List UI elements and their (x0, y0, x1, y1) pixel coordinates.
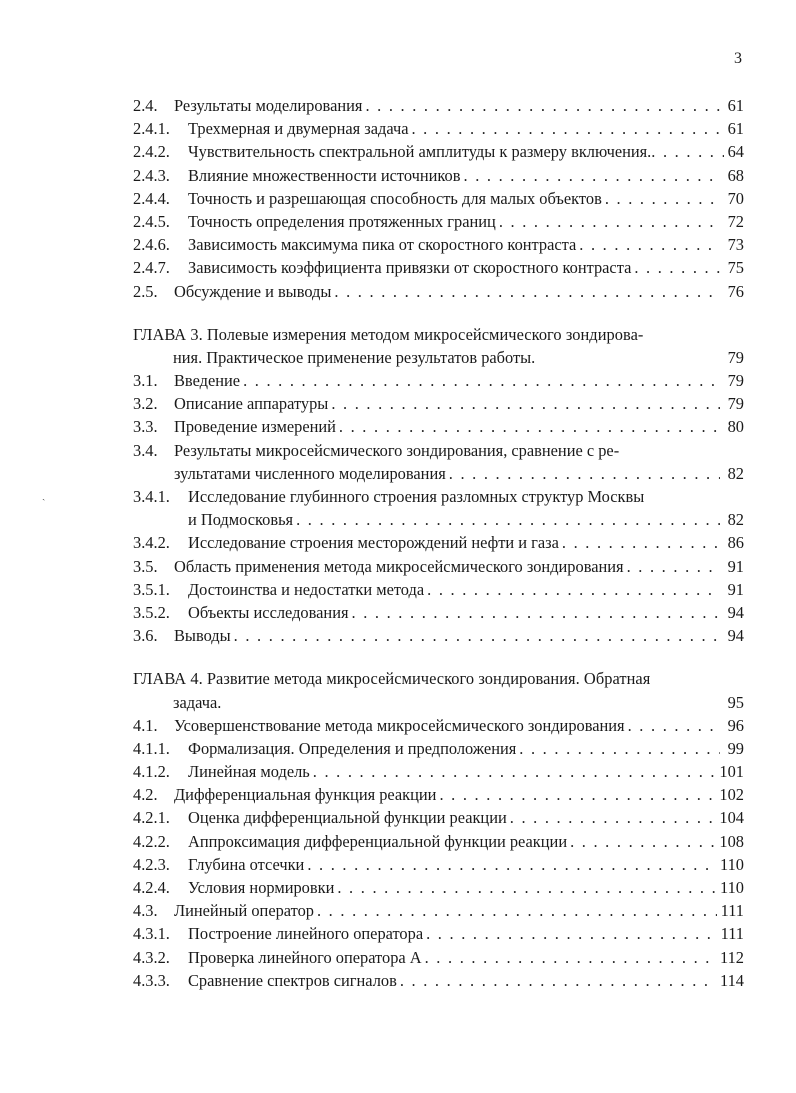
toc-entry-3-4[interactable] (133, 441, 744, 464)
toc-title: Исследование глубинного строения разломных структур Москвы (188, 487, 645, 506)
toc-title: Исследование строения месторождений нефти и газа (188, 533, 559, 553)
toc-title: Результаты моделирования (174, 96, 363, 115)
dot-leader (439, 785, 715, 805)
dot-leader (449, 464, 720, 484)
toc-entry-4-2-2[interactable] (133, 832, 744, 855)
dot-leader (627, 557, 720, 577)
toc-number: 3.4.1. (133, 487, 170, 506)
toc-entry-3-4-2[interactable] (133, 533, 744, 556)
toc-title: Усовершенствование метода микросейсмического зондирования (174, 715, 625, 735)
toc-number: 3.3. (133, 417, 158, 437)
dot-leader (628, 716, 720, 736)
toc-number: 4.3.3. (133, 970, 170, 990)
toc-entry-4-3-2[interactable] (133, 948, 744, 971)
toc-title: Проверка линейного оператора A (188, 947, 422, 967)
toc-page: 111 (720, 924, 744, 944)
toc-number: 3.1. (133, 371, 158, 391)
toc-number: 3.5. (133, 556, 158, 576)
toc-page: 82 (727, 510, 744, 530)
dot-leader (605, 189, 720, 209)
toc-page: 79 (727, 347, 744, 367)
toc-number: 4.2.3. (133, 854, 170, 874)
toc-number: 3.2. (133, 394, 158, 414)
toc-entry-2-4-2[interactable] (133, 142, 744, 165)
toc-page: 68 (727, 165, 744, 185)
toc-entry-2-5[interactable] (133, 282, 744, 305)
toc-entry-3-4-1-cont[interactable] (133, 510, 744, 533)
toc-entry-4-2[interactable] (133, 785, 744, 808)
toc-number: 4.1.1. (133, 738, 170, 758)
toc-page: 94 (727, 602, 744, 622)
toc-title: Введение (174, 371, 241, 391)
toc-number: 4.3.2. (133, 947, 170, 967)
toc-title: Влияние множественности источников (188, 165, 461, 185)
toc-page: 75 (727, 258, 744, 278)
toc-entry-3-5[interactable] (133, 557, 744, 580)
toc-entry-3-1[interactable] (133, 371, 744, 394)
toc-entry-4-3[interactable] (133, 901, 744, 924)
chapter-4-heading-cont[interactable] (133, 693, 744, 716)
toc-entry-2-4-1[interactable] (133, 119, 744, 142)
toc-title: Область применения метода микросейсмического зондирования (174, 556, 624, 576)
toc-number: 2.4.3. (133, 165, 170, 185)
toc-title: Чувствительность спектральной амплитуды к размеру включения. (188, 142, 652, 162)
toc-page: 94 (727, 626, 744, 646)
toc-page: 104 (719, 808, 744, 828)
toc-number: 2.4.1. (133, 119, 170, 139)
toc-entry-2-4-6[interactable] (133, 235, 744, 258)
toc-page: 101 (719, 762, 744, 782)
dot-leader (331, 394, 720, 414)
toc-number: 3.4.2. (133, 533, 170, 553)
toc-page: 91 (727, 579, 744, 599)
toc-entry-3-5-1[interactable] (133, 580, 744, 603)
toc-page: 72 (727, 211, 744, 231)
toc-number: 3.6. (133, 626, 158, 646)
toc-title: Линейная модель (188, 762, 310, 782)
toc-number: 2.4. (133, 96, 158, 115)
toc-number: 4.3.1. (133, 924, 170, 944)
chapter-3-heading-cont[interactable] (133, 348, 744, 371)
toc-number: 2.4.4. (133, 188, 170, 208)
toc-number: 2.4.5. (133, 211, 170, 231)
toc-title: и Подмосковья (188, 510, 294, 530)
toc-entry-3-5-2[interactable] (133, 603, 744, 626)
toc-entry-4-2-3[interactable] (133, 855, 744, 878)
toc-page: 114 (720, 970, 744, 990)
toc-page: 79 (727, 371, 744, 391)
toc-entry-2-4-5[interactable] (133, 212, 744, 235)
toc-entry-4-1[interactable] (133, 716, 744, 739)
toc-entry-4-1-1[interactable] (133, 739, 744, 762)
toc-page: 95 (727, 692, 744, 712)
toc-entry-2-4-3[interactable] (133, 166, 744, 189)
dot-leader (562, 533, 720, 553)
spacer (133, 305, 744, 325)
toc-title: зультатами численного моделирования (174, 463, 446, 483)
toc-page: 91 (727, 556, 744, 576)
dot-leader (334, 282, 720, 302)
toc-title: Зависимость коэффициента привязки от скоростного контраста (188, 258, 632, 278)
dot-leader (313, 762, 716, 782)
chapter-4-heading[interactable]: ГЛАВА 4. Развитие метода микросейсмического зондирования. Обратная (133, 669, 651, 689)
toc-number: 3.5.2. (133, 602, 170, 622)
toc-page: 110 (720, 854, 744, 874)
dot-leader (634, 258, 720, 278)
toc-number: 3.4. (133, 440, 158, 460)
toc-number: 2.4.7. (133, 258, 170, 278)
toc-title: Точность и разрешающая способность для малых объектов (188, 188, 602, 208)
toc-page: 86 (727, 533, 744, 553)
toc-title: Трехмерная и двумерная задача (188, 119, 409, 139)
dot-leader (339, 417, 720, 437)
dot-leader (317, 901, 717, 921)
toc-entry-2-4[interactable] (133, 96, 744, 119)
toc-entry-3-6[interactable] (133, 626, 744, 649)
dot-leader (499, 212, 720, 232)
dot-leader (352, 603, 720, 623)
toc-title: Формализация. Определения и предположения (188, 738, 517, 758)
toc-title: Дифференциальная функция реакции (174, 785, 437, 805)
dot-leader (243, 371, 720, 391)
toc-title: Обсуждение и выводы (174, 281, 332, 301)
toc-title: Аппроксимация дифференциальной функции реакции (188, 831, 568, 851)
toc-title: Описание аппаратуры (174, 394, 329, 414)
toc-page: 73 (727, 235, 744, 255)
toc-page: 110 (720, 878, 744, 897)
toc-page: 112 (720, 947, 744, 967)
toc-title: задача. (173, 692, 222, 712)
toc-title: Построение линейного оператора (188, 924, 424, 944)
toc-title: Проведение измерений (174, 417, 336, 437)
toc-title: Результаты микросейсмического зондирования, сравнение с ре- (174, 440, 620, 460)
toc-title: Сравнение спектров сигналов (188, 970, 397, 990)
chapter-3-heading[interactable]: ГЛАВА 3. Полевые измерения методом микросейсмического зондирова- (133, 324, 644, 344)
toc-page: 79 (727, 394, 744, 414)
toc-entry-3-2[interactable] (133, 394, 744, 417)
toc-title: Объекты исследования (188, 602, 349, 622)
toc-title: Достоинства и недостатки метода (188, 579, 425, 599)
dot-leader (425, 948, 716, 968)
toc-page: 111 (720, 901, 744, 921)
toc-title: Оценка дифференциальной функции реакции (188, 808, 507, 828)
toc-entry-4-1-2[interactable] (133, 762, 744, 785)
toc-title: Зависимость максимума пика от скоростного контраста (188, 235, 577, 255)
toc-page: 99 (727, 738, 744, 758)
toc-page: 70 (727, 188, 744, 208)
toc-entry-4-3-1[interactable] (133, 924, 744, 947)
toc-number: 4.1. (133, 715, 158, 735)
dot-leader (519, 739, 720, 759)
toc-entry-3-4-cont[interactable] (133, 464, 744, 487)
toc-page: 108 (719, 831, 744, 851)
toc-page: 61 (727, 96, 744, 115)
dot-leader (400, 971, 716, 991)
dot-leader (510, 808, 716, 828)
dot-leader (296, 510, 720, 530)
toc-number: 2.4.2. (133, 142, 170, 162)
spacer (133, 649, 744, 669)
dot-leader (337, 878, 716, 898)
page-number: 3 (734, 50, 742, 67)
toc-title: Условия нормировки (188, 878, 335, 897)
toc-title: Точность определения протяженных границ (188, 211, 496, 231)
toc-number: 4.3. (133, 901, 158, 921)
toc-title: ния. Практическое применение результатов работы. (173, 347, 536, 367)
toc-entry-4-2-4[interactable] (133, 878, 744, 901)
dot-leader (427, 580, 720, 600)
toc-entry-3-4-1[interactable] (133, 487, 744, 510)
toc-entry-2-4-4[interactable] (133, 189, 744, 212)
toc-entry-3-3[interactable] (133, 417, 744, 440)
toc-number: 4.2.1. (133, 808, 170, 828)
toc-number: 4.2.2. (133, 831, 170, 851)
toc-number: 4.2.4. (133, 878, 170, 897)
toc-entry-2-4-7[interactable] (133, 258, 744, 281)
toc-title: Глубина отсечки (188, 854, 305, 874)
toc-number: 2.4.6. (133, 235, 170, 255)
toc-entry-4-3-3[interactable] (133, 971, 744, 994)
dot-leader (426, 924, 717, 944)
stray-mark: ˏ (42, 490, 46, 501)
toc-page: 96 (727, 715, 744, 735)
toc-title: Линейный оператор (174, 901, 314, 921)
toc-page: 102 (719, 785, 744, 805)
dot-leader (365, 96, 720, 116)
toc-number: 4.2. (133, 785, 158, 805)
toc-entry-4-2-1[interactable] (133, 808, 744, 831)
dot-leader (651, 142, 724, 162)
toc-number: 4.1.2. (133, 762, 170, 782)
toc-page: 61 (727, 119, 744, 139)
dot-leader (411, 119, 720, 139)
dot-leader (464, 166, 721, 186)
toc-page: 82 (727, 463, 744, 483)
toc-page: 76 (727, 281, 744, 301)
toc-title: Выводы (174, 626, 231, 646)
dot-leader (570, 832, 715, 852)
toc-number: 2.5. (133, 281, 158, 301)
toc-page: 64 (727, 142, 744, 162)
dot-leader (579, 235, 720, 255)
toc-number: 3.5.1. (133, 579, 170, 599)
dot-leader (234, 626, 720, 646)
dot-leader (307, 855, 716, 875)
toc-page: 80 (727, 417, 744, 437)
table-of-contents (133, 96, 744, 994)
